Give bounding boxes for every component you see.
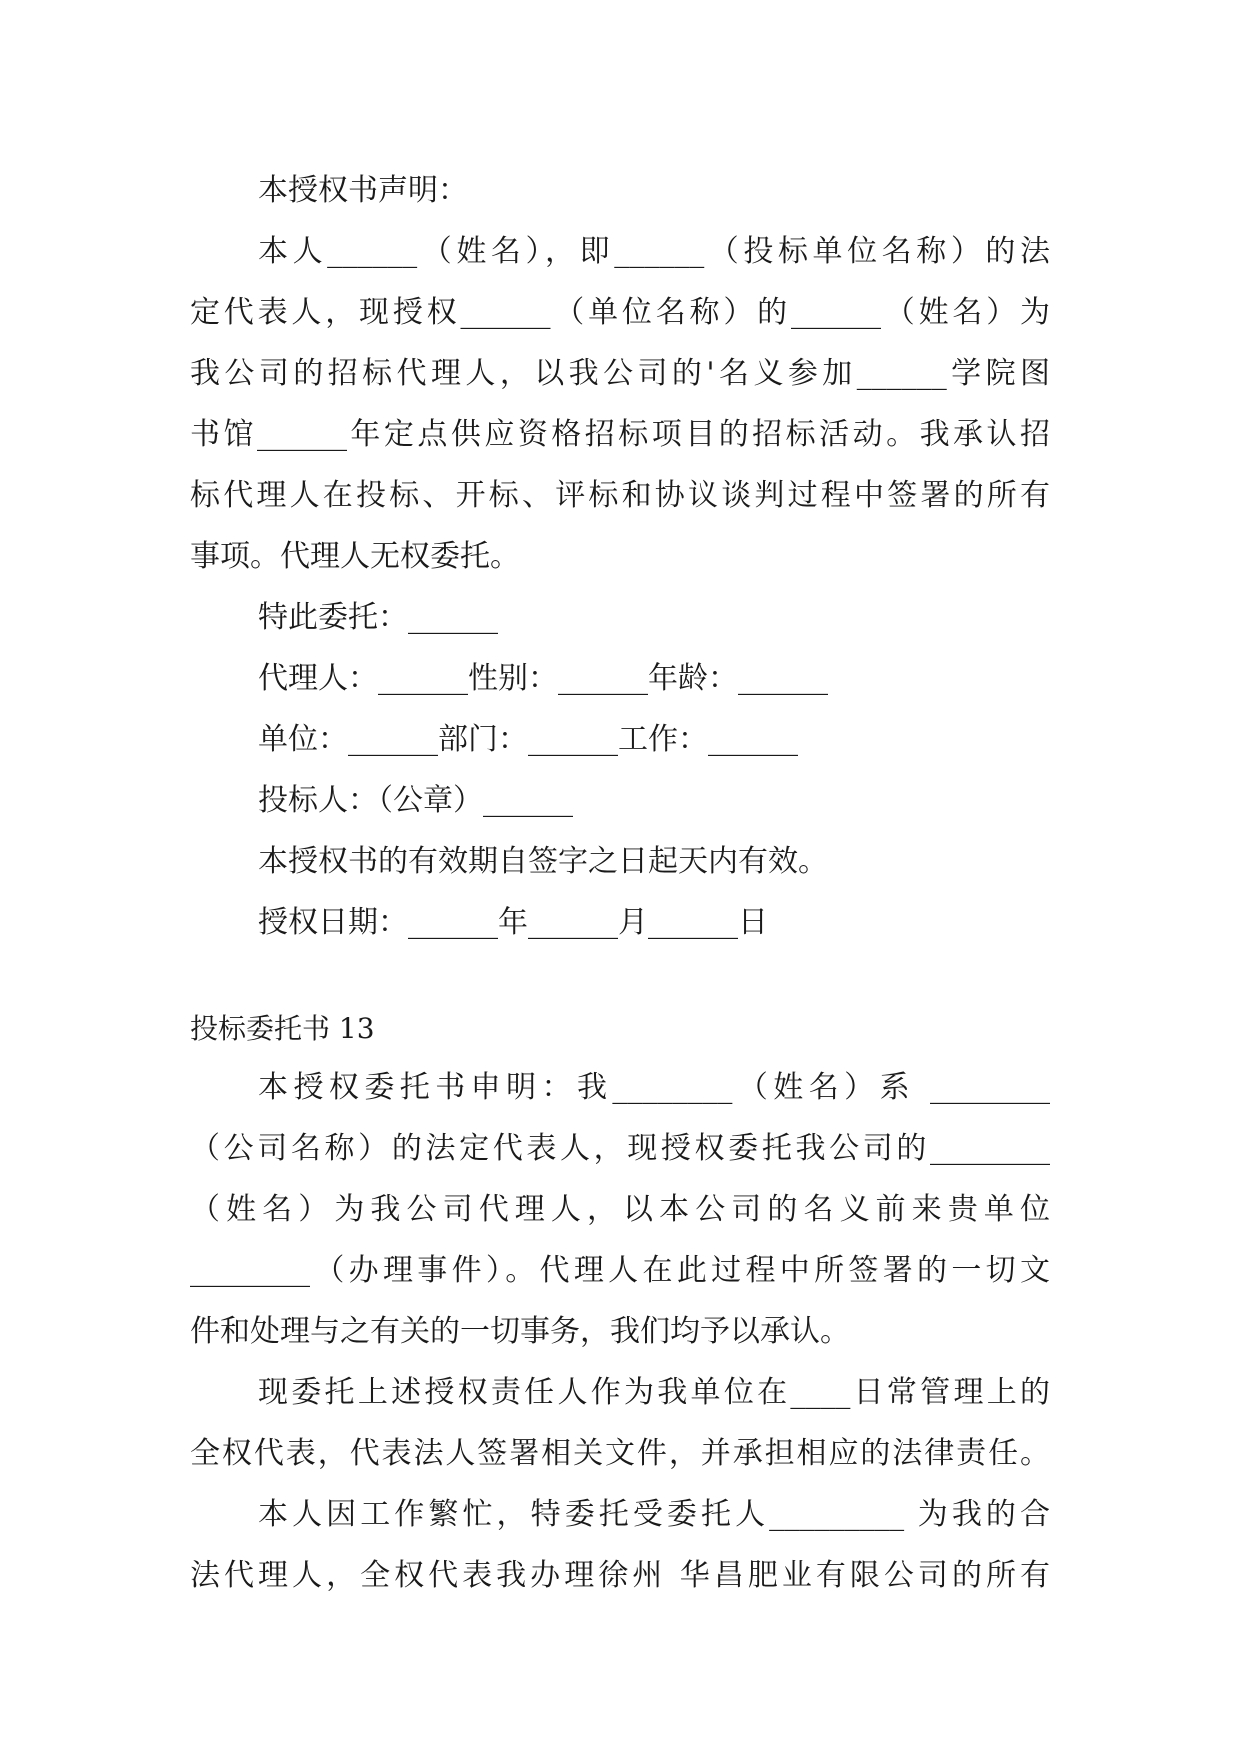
- section2-paragraph-2: [190, 1362, 1050, 1484]
- bidder-seal-field: 投标人：（公章）______: [258, 783, 573, 818]
- validity-statement: 本授权书的有效期自签字之日起天内有效。: [258, 844, 828, 879]
- paragraph-line: 法代理人，全权代表我办理徐州 华昌肥业有限公司的所有: [190, 1558, 1050, 1593]
- entrust-field: 特此委托：______: [258, 600, 498, 635]
- paragraph-line: 标代理人在投标、开标、评标和协议谈判过程中签署的所有: [190, 478, 1050, 513]
- section1-title: 本授权书声明：: [258, 173, 468, 208]
- paragraph-line: 我公司的招标代理人，以我公司的'名义参加______学院图: [190, 356, 1050, 391]
- section2-paragraph-1: [190, 1057, 1050, 1362]
- paragraph-line: （公司名称）的法定代表人，现授权委托我公司的________: [190, 1131, 1050, 1166]
- document-page: [190, 160, 1050, 1606]
- section2-paragraph-3: [190, 1484, 1050, 1606]
- paragraph-line: 事项。代理人无权委托。: [190, 539, 520, 574]
- paragraph-line: 本人______（姓名），即______（投标单位名称）的法: [258, 234, 1050, 269]
- paragraph-line: 现委托上述授权责任人作为我单位在____日常管理上的: [258, 1375, 1050, 1410]
- paragraph-line: 本授权委托书申明：我________（姓名）系 ________: [258, 1070, 1050, 1105]
- section1-paragraph: [190, 221, 1050, 587]
- paragraph-line: （姓名）为我公司代理人，以本公司的名义前来贵单位: [190, 1192, 1050, 1227]
- paragraph-line: 定代表人，现授权______（单位名称）的______（姓名）为: [190, 295, 1050, 330]
- paragraph-line: ________（办理事件）。代理人在此过程中所签署的一切文: [190, 1253, 1050, 1288]
- section-gap: [190, 953, 1050, 1001]
- section2-title: 投标委托书 13: [190, 1012, 375, 1045]
- authorization-date-field: 授权日期：______年______月______日: [258, 905, 768, 940]
- paragraph-line: 件和处理与之有关的一切事务，我们均予以承认。: [190, 1314, 850, 1349]
- paragraph-line: 全权代表，代表法人签署相关文件，并承担相应的法律责任。: [190, 1436, 1050, 1471]
- unit-field: 单位：______部门：______工作：______: [258, 722, 798, 757]
- agent-field: 代理人：______性别：______年龄：______: [258, 661, 828, 696]
- paragraph-line: 书馆______年定点供应资格招标项目的招标活动。我承认招: [190, 417, 1050, 452]
- section1-fields: [190, 587, 1050, 953]
- paragraph-line: 本人因工作繁忙，特委托受委托人_________ 为我的合: [258, 1497, 1050, 1532]
